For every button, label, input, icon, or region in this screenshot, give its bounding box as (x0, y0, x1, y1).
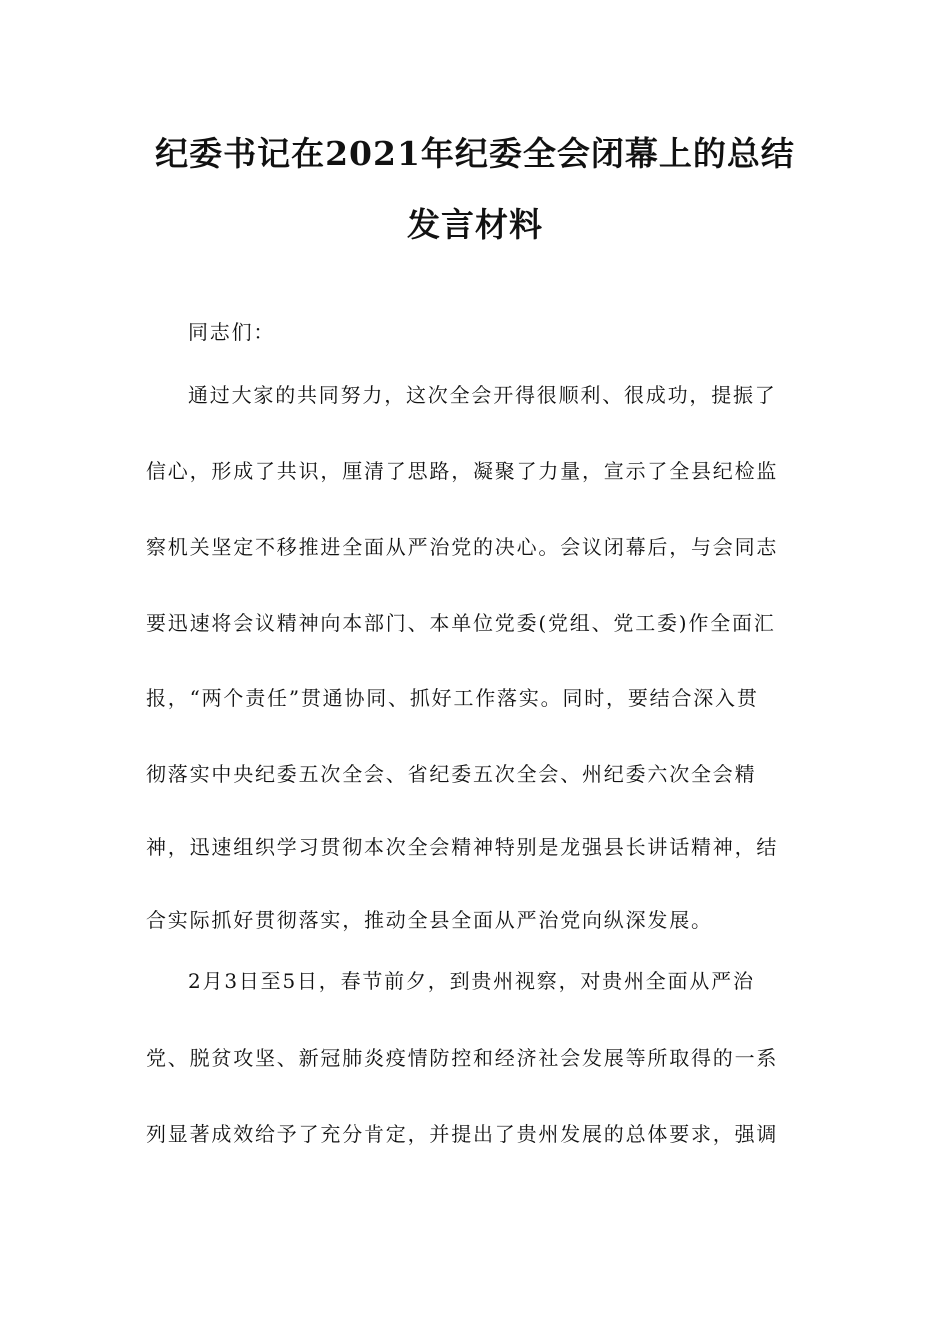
paragraph-2-line: 列显著成效给予了充分肯定，并提出了贵州发展的总体要求，强调 (146, 1122, 779, 1146)
paragraph-1-line: 信心，形成了共识，厘清了思路，凝聚了力量，宣示了全县纪检监 (146, 459, 779, 483)
document-title-line-1: 纪委书记在2021年纪委全会闭幕上的总结 (155, 134, 795, 173)
paragraph-1-line: 要迅速将会议精神向本部门、本单位党委(党组、党工委)作全面汇 (146, 611, 776, 635)
paragraph-1-line: 报，“两个责任”贯通协同、抓好工作落实。同时，要结合深入贯 (146, 686, 759, 710)
paragraph-1-line: 神，迅速组织学习贯彻本次全会精神特别是龙强县长讲话精神，结 (146, 835, 779, 859)
paragraph-2-line: 2月3日至5日，春节前夕，到贵州视察，对贵州全面从严治 (188, 969, 755, 993)
salutation: 同志们： (188, 320, 276, 344)
document-title-line-2: 发言材料 (407, 205, 543, 244)
paragraph-1-line: 通过大家的共同努力，这次全会开得很顺利、很成功，提振了 (188, 383, 777, 407)
paragraph-1-line: 彻落实中央纪委五次全会、省纪委五次全会、州纪委六次全会精 (146, 762, 757, 786)
paragraph-2-line: 党、脱贫攻坚、新冠肺炎疫情防控和经济社会发展等所取得的一系 (146, 1046, 779, 1070)
paragraph-1-line: 合实际抓好贯彻落实，推动全县全面从严治党向纵深发展。 (146, 908, 713, 932)
paragraph-1-line: 察机关坚定不移推进全面从严治党的决心。会议闭幕后，与会同志 (146, 535, 779, 559)
